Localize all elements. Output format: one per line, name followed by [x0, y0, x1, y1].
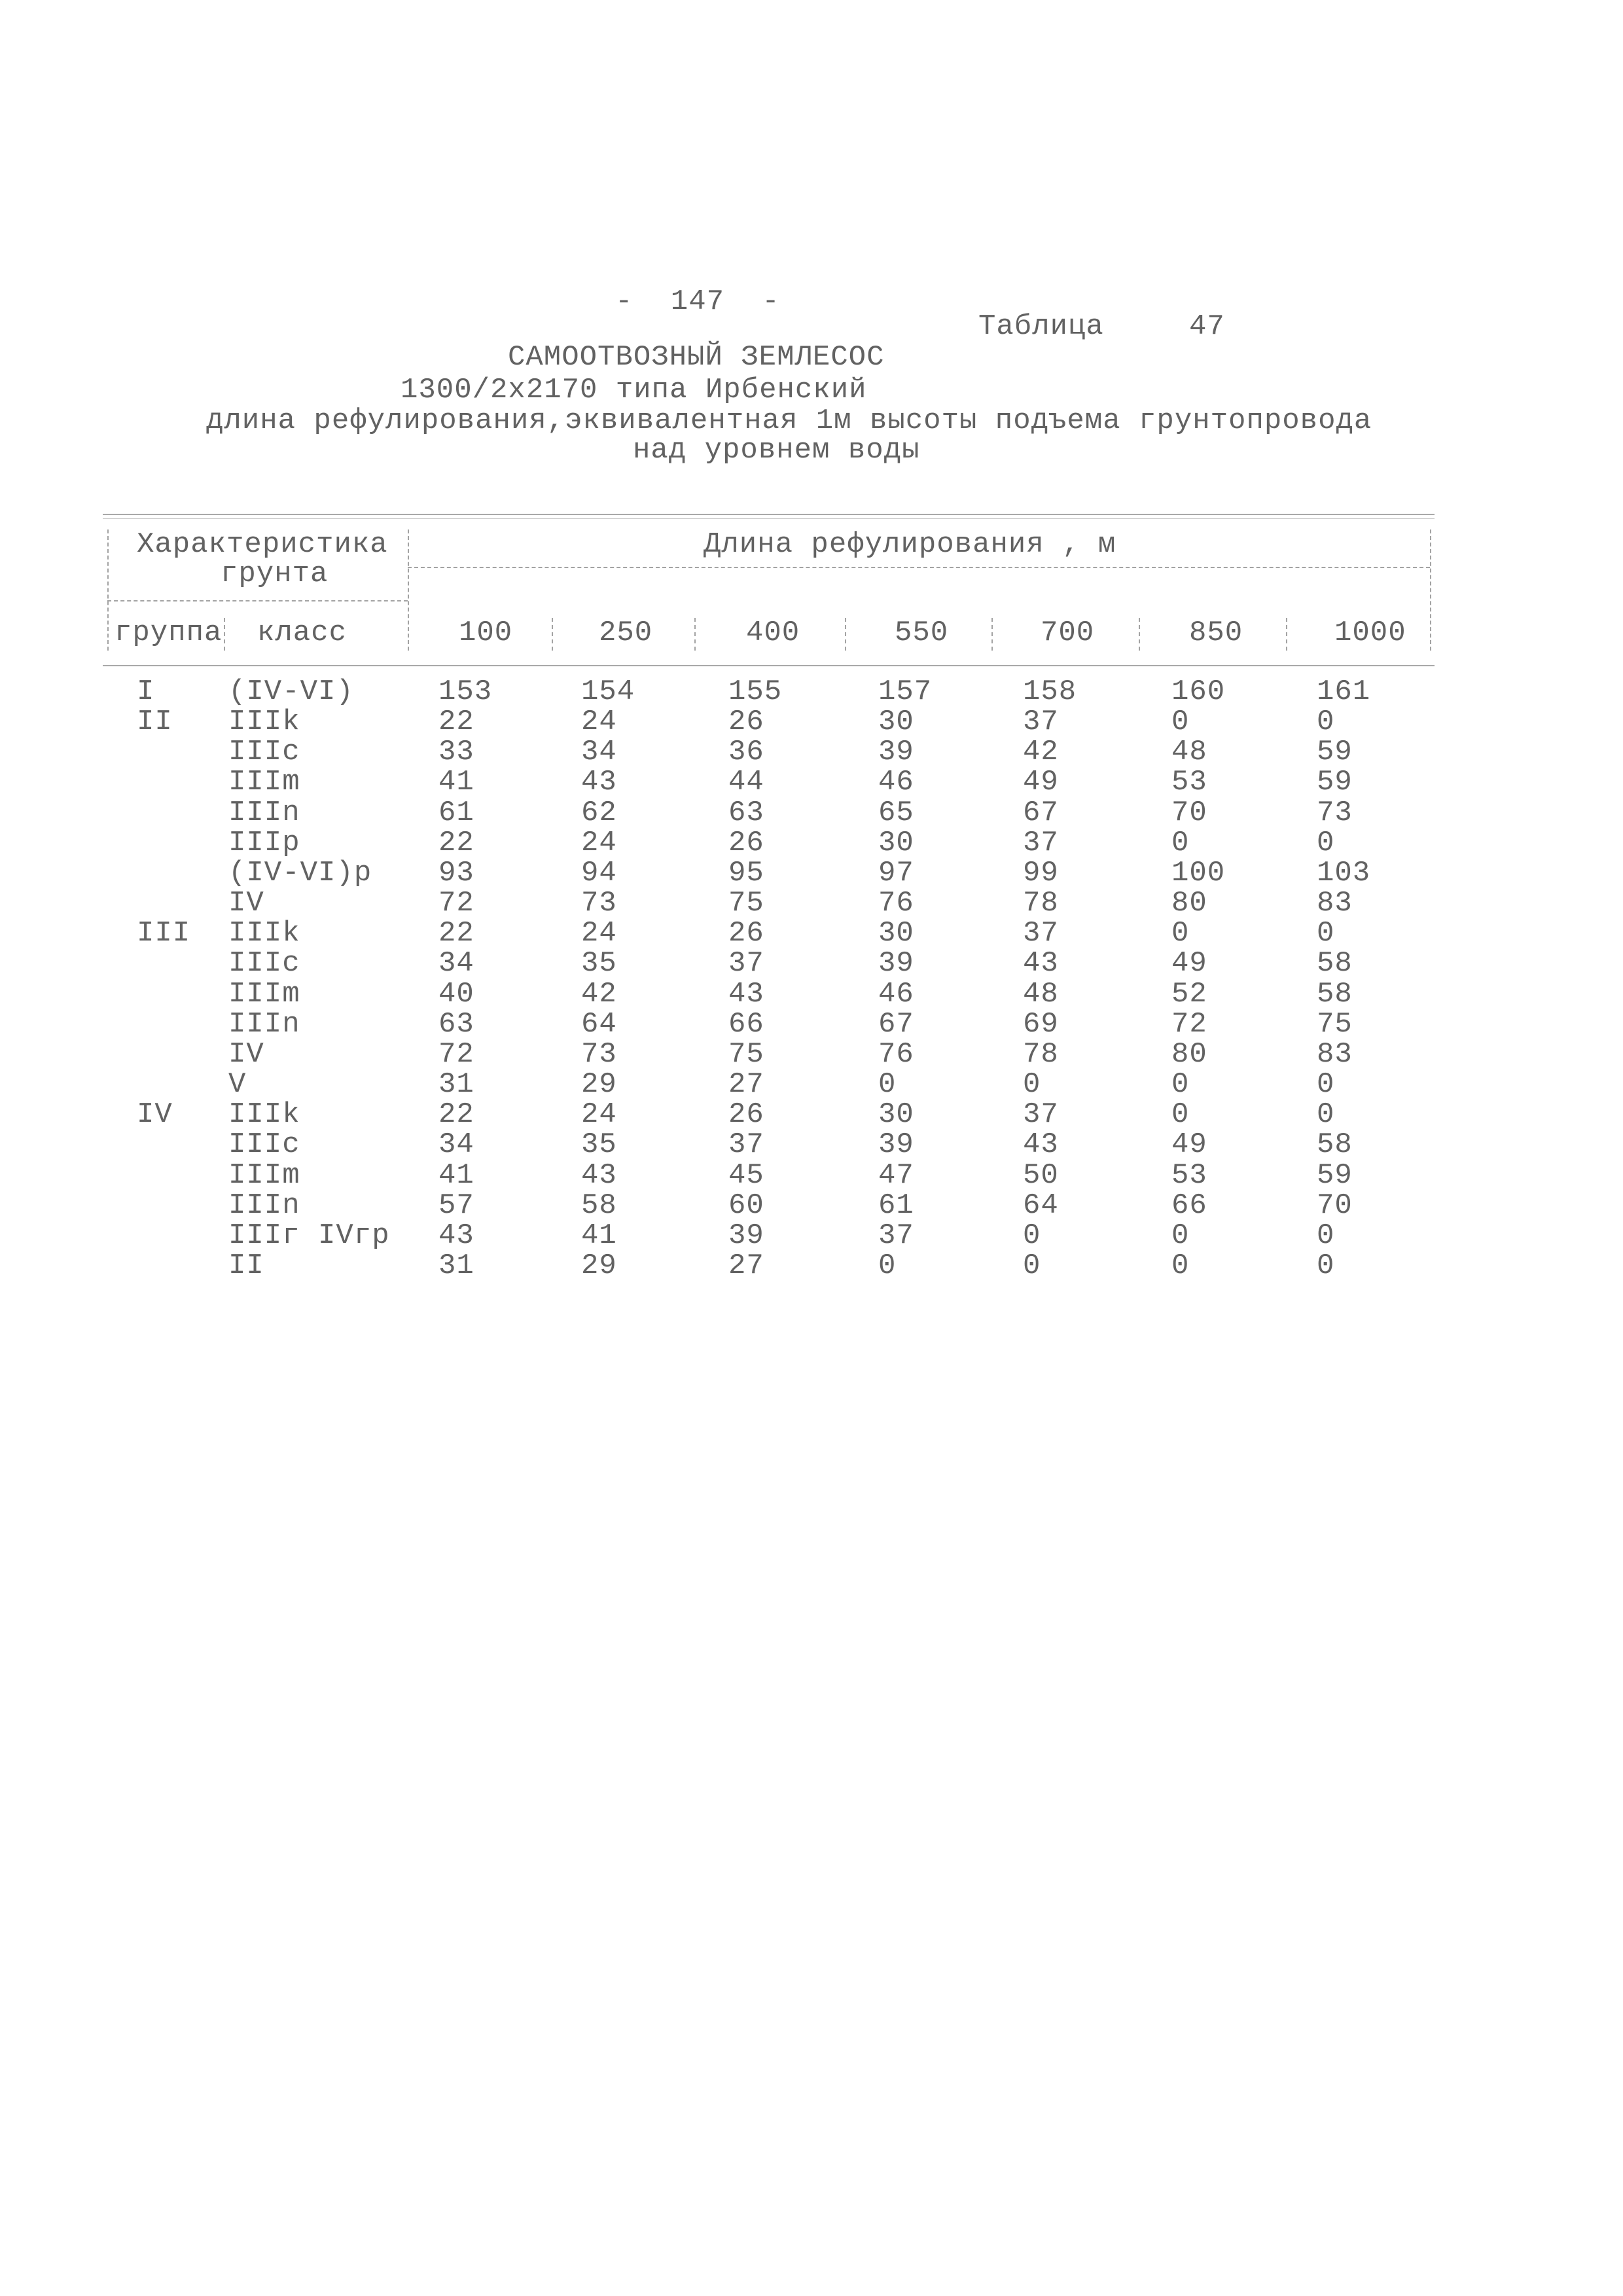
class-cell: IIIc [228, 736, 300, 769]
table-row [0, 1039, 1623, 1069]
value-cell: 43 [581, 766, 617, 799]
table-row [0, 1191, 1623, 1221]
table-caption-number: 47 [1189, 310, 1225, 343]
value-cell: 43 [1023, 947, 1059, 980]
value-cell: 48 [1171, 736, 1207, 769]
value-cell: 37 [1023, 706, 1059, 739]
table-row [0, 1130, 1623, 1160]
value-cell: 66 [728, 1007, 764, 1041]
value-cell: 0 [1171, 917, 1190, 950]
table-top-rule [103, 514, 1435, 515]
value-cell: 73 [581, 887, 617, 920]
table-row [0, 767, 1623, 797]
value-cell: 158 [1023, 675, 1077, 708]
value-cell: 22 [438, 706, 474, 739]
value-cell: 76 [878, 1037, 914, 1071]
value-cell: 95 [728, 856, 764, 889]
header-length-value: 850 [1189, 617, 1243, 649]
value-cell: 160 [1171, 675, 1226, 708]
class-cell: V [228, 1068, 247, 1102]
value-cell: 99 [1023, 856, 1059, 889]
class-cell: (IV-VI)p [228, 856, 372, 889]
value-cell: 76 [878, 887, 914, 920]
value-cell: 35 [581, 947, 617, 980]
value-cell: 94 [581, 856, 617, 889]
header-divider [107, 600, 408, 601]
column-separator [845, 618, 846, 651]
table-row [0, 1160, 1623, 1191]
value-cell: 46 [878, 766, 914, 799]
value-cell: 30 [878, 917, 914, 950]
class-cell: IV [228, 1037, 264, 1071]
value-cell: 37 [878, 1219, 914, 1252]
value-cell: 0 [1171, 826, 1190, 859]
table-row [0, 948, 1623, 978]
value-cell: 37 [1023, 1098, 1059, 1132]
value-cell: 0 [1171, 1249, 1190, 1282]
value-cell: 27 [728, 1249, 764, 1282]
value-cell: 153 [438, 675, 493, 708]
class-cell: IIIг IVгр [228, 1219, 390, 1252]
table-row [0, 1221, 1623, 1251]
table-row [0, 1069, 1623, 1100]
value-cell: 80 [1171, 887, 1207, 920]
class-cell: IIIm [228, 1158, 300, 1192]
column-separator [408, 529, 409, 651]
class-cell: (IV-VI) [228, 675, 354, 708]
value-cell: 30 [878, 826, 914, 859]
value-cell: 36 [728, 736, 764, 769]
value-cell: 37 [728, 1128, 764, 1162]
table-row [0, 798, 1623, 828]
value-cell: 64 [581, 1007, 617, 1041]
table-row [0, 979, 1623, 1009]
value-cell: 0 [1317, 1249, 1335, 1282]
table-top-rule [103, 518, 1435, 519]
value-cell: 0 [1317, 917, 1335, 950]
value-cell: 100 [1171, 856, 1226, 889]
value-cell: 63 [728, 796, 764, 829]
value-cell: 69 [1023, 1007, 1059, 1041]
class-cell: IIIk [228, 1098, 300, 1132]
column-separator [107, 529, 109, 651]
value-cell: 0 [1171, 1068, 1190, 1102]
title-line: САМООТВОЗНЫЙ ЗЕМЛЕСОС [508, 341, 885, 374]
value-cell: 43 [438, 1219, 474, 1252]
value-cell: 44 [728, 766, 764, 799]
value-cell: 75 [728, 887, 764, 920]
value-cell: 72 [438, 1037, 474, 1071]
value-cell: 26 [728, 1098, 764, 1132]
table-caption-label: Таблица [978, 310, 1104, 343]
value-cell: 49 [1171, 947, 1207, 980]
value-cell: 41 [438, 766, 474, 799]
value-cell: 66 [1171, 1189, 1207, 1222]
title-line: над уровнем воды [633, 434, 920, 467]
header-length-value: 250 [599, 617, 653, 649]
column-separator [991, 618, 993, 651]
value-cell: 161 [1317, 675, 1371, 708]
value-cell: 42 [581, 977, 617, 1011]
value-cell: 83 [1317, 1037, 1353, 1071]
value-cell: 41 [438, 1158, 474, 1192]
value-cell: 0 [1317, 706, 1335, 739]
value-cell: 58 [1317, 1128, 1353, 1162]
class-cell: IV [228, 887, 264, 920]
value-cell: 0 [1171, 1219, 1190, 1252]
title-line: 1300/2х2170 типа Ирбенский [401, 374, 867, 406]
value-cell: 83 [1317, 887, 1353, 920]
value-cell: 53 [1171, 766, 1207, 799]
value-cell: 0 [1023, 1068, 1041, 1102]
value-cell: 43 [728, 977, 764, 1011]
value-cell: 31 [438, 1068, 474, 1102]
value-cell: 22 [438, 917, 474, 950]
header-group: группа [115, 617, 223, 649]
value-cell: 61 [438, 796, 474, 829]
value-cell: 37 [1023, 917, 1059, 950]
page-number: - 147 - [615, 285, 780, 318]
value-cell: 52 [1171, 977, 1207, 1011]
value-cell: 34 [581, 736, 617, 769]
value-cell: 0 [1023, 1249, 1041, 1282]
value-cell: 72 [1171, 1007, 1207, 1041]
value-cell: 67 [1023, 796, 1059, 829]
value-cell: 78 [1023, 1037, 1059, 1071]
column-separator [1139, 618, 1140, 651]
header-length-value: 550 [895, 617, 949, 649]
group-cell: II [137, 706, 173, 739]
value-cell: 70 [1317, 1189, 1353, 1222]
value-cell: 26 [728, 917, 764, 950]
value-cell: 29 [581, 1068, 617, 1102]
value-cell: 0 [878, 1068, 897, 1102]
value-cell: 103 [1317, 856, 1371, 889]
column-separator [1286, 618, 1287, 651]
value-cell: 155 [728, 675, 783, 708]
table-row [0, 888, 1623, 918]
table-row [0, 1009, 1623, 1039]
value-cell: 0 [1317, 1219, 1335, 1252]
value-cell: 37 [1023, 826, 1059, 859]
value-cell: 43 [581, 1158, 617, 1192]
value-cell: 48 [1023, 977, 1059, 1011]
value-cell: 157 [878, 675, 933, 708]
value-cell: 78 [1023, 887, 1059, 920]
value-cell: 39 [878, 1128, 914, 1162]
value-cell: 59 [1317, 766, 1353, 799]
value-cell: 53 [1171, 1158, 1207, 1192]
header-length-value: 400 [746, 617, 800, 649]
value-cell: 26 [728, 826, 764, 859]
value-cell: 70 [1171, 796, 1207, 829]
value-cell: 39 [878, 947, 914, 980]
value-cell: 41 [581, 1219, 617, 1252]
value-cell: 42 [1023, 736, 1059, 769]
class-cell: IIIp [228, 826, 300, 859]
value-cell: 39 [728, 1219, 764, 1252]
value-cell: 29 [581, 1249, 617, 1282]
value-cell: 22 [438, 1098, 474, 1132]
value-cell: 154 [581, 675, 635, 708]
value-cell: 0 [1317, 826, 1335, 859]
header-class: класс [257, 617, 348, 649]
value-cell: 39 [878, 736, 914, 769]
value-cell: 93 [438, 856, 474, 889]
table-row [0, 1100, 1623, 1130]
value-cell: 26 [728, 706, 764, 739]
value-cell: 64 [1023, 1189, 1059, 1222]
value-cell: 67 [878, 1007, 914, 1041]
value-cell: 58 [1317, 947, 1353, 980]
value-cell: 60 [728, 1189, 764, 1222]
value-cell: 34 [438, 1128, 474, 1162]
value-cell: 37 [728, 947, 764, 980]
class-cell: IIIn [228, 796, 300, 829]
class-cell: IIIk [228, 917, 300, 950]
header-length-value: 700 [1041, 617, 1095, 649]
class-cell: IIIc [228, 1128, 300, 1162]
header-soil-characteristic: грунта [221, 558, 329, 590]
column-separator [552, 618, 553, 651]
table-body [0, 677, 1623, 1281]
value-cell: 24 [581, 826, 617, 859]
value-cell: 59 [1317, 736, 1353, 769]
table-row [0, 858, 1623, 888]
value-cell: 49 [1171, 1128, 1207, 1162]
value-cell: 34 [438, 947, 474, 980]
value-cell: 0 [1171, 706, 1190, 739]
value-cell: 49 [1023, 766, 1059, 799]
value-cell: 80 [1171, 1037, 1207, 1071]
value-cell: 75 [728, 1037, 764, 1071]
value-cell: 73 [581, 1037, 617, 1071]
value-cell: 30 [878, 1098, 914, 1132]
class-cell: IIIn [228, 1189, 300, 1222]
header-soil-characteristic: Характеристика [137, 528, 388, 561]
value-cell: 59 [1317, 1158, 1353, 1192]
value-cell: 47 [878, 1158, 914, 1192]
value-cell: 0 [1317, 1098, 1335, 1132]
group-cell: IV [137, 1098, 173, 1132]
value-cell: 31 [438, 1249, 474, 1282]
value-cell: 24 [581, 706, 617, 739]
class-cell: IIIk [228, 706, 300, 739]
class-cell: IIIc [228, 947, 300, 980]
value-cell: 58 [1317, 977, 1353, 1011]
column-separator [1430, 529, 1431, 651]
table-row [0, 828, 1623, 858]
value-cell: 22 [438, 826, 474, 859]
value-cell: 75 [1317, 1007, 1353, 1041]
value-cell: 72 [438, 887, 474, 920]
value-cell: 0 [1171, 1098, 1190, 1132]
value-cell: 33 [438, 736, 474, 769]
header-length: Длина рефулирования , м [704, 528, 1116, 561]
class-cell: IIIm [228, 766, 300, 799]
value-cell: 30 [878, 706, 914, 739]
value-cell: 0 [878, 1249, 897, 1282]
value-cell: 24 [581, 1098, 617, 1132]
group-cell: I [137, 675, 155, 708]
value-cell: 57 [438, 1189, 474, 1222]
value-cell: 61 [878, 1189, 914, 1222]
value-cell: 24 [581, 917, 617, 950]
class-cell: IIIn [228, 1007, 300, 1041]
value-cell: 35 [581, 1128, 617, 1162]
value-cell: 65 [878, 796, 914, 829]
header-divider [408, 567, 1430, 568]
value-cell: 97 [878, 856, 914, 889]
value-cell: 0 [1317, 1068, 1335, 1102]
value-cell: 46 [878, 977, 914, 1011]
table-header-rule [103, 665, 1435, 666]
title-line: длина рефулирования,эквивалентная 1м высоты подъема грунтопровода [206, 404, 1372, 437]
header-length-value: 1000 [1334, 617, 1406, 649]
table-row [0, 918, 1623, 948]
value-cell: 40 [438, 977, 474, 1011]
value-cell: 63 [438, 1007, 474, 1041]
value-cell: 45 [728, 1158, 764, 1192]
group-cell: III [137, 917, 191, 950]
column-separator [694, 618, 696, 651]
table-row [0, 677, 1623, 707]
class-cell: IIIm [228, 977, 300, 1011]
value-cell: 0 [1023, 1219, 1041, 1252]
value-cell: 73 [1317, 796, 1353, 829]
value-cell: 58 [581, 1189, 617, 1222]
class-cell: II [228, 1249, 264, 1282]
value-cell: 43 [1023, 1128, 1059, 1162]
table-row [0, 1251, 1623, 1281]
column-separator [224, 618, 225, 651]
value-cell: 27 [728, 1068, 764, 1102]
table-row [0, 737, 1623, 767]
table-row [0, 707, 1623, 737]
value-cell: 50 [1023, 1158, 1059, 1192]
header-length-value: 100 [459, 617, 513, 649]
value-cell: 62 [581, 796, 617, 829]
